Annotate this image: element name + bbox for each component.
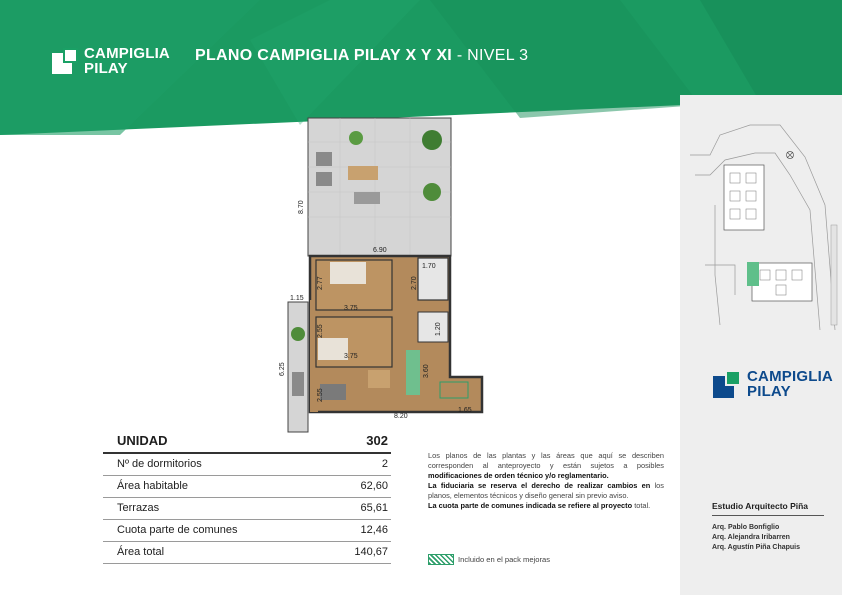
dim-bedroom1-width: 3.75 xyxy=(344,305,358,312)
note-bold: La fiduciaria se reserva el derecho de realizar cambios en xyxy=(428,481,651,491)
hatch-swatch-icon xyxy=(428,554,454,565)
unit-number: 302 xyxy=(366,433,388,448)
note-bold: La cuota parte de comunes indicada se refiere al proyecto xyxy=(428,501,633,511)
sidebar-brand-line-2: PILAY xyxy=(747,383,791,400)
note-text: Los planos de las plantas y las áreas que aquí se describen corresponden al anteproyecto y están sujetos a posibles xyxy=(428,451,664,471)
sidebar-brand-line-1: CAMPIGLIA xyxy=(747,368,833,385)
architects-list xyxy=(712,523,800,553)
row-value: 62,60 xyxy=(360,480,388,492)
table-row xyxy=(103,542,391,564)
disclaimer-notes xyxy=(428,451,664,512)
lounger-icon xyxy=(354,192,380,204)
dim-living-depth: 2.55 xyxy=(317,388,324,402)
row-label: Área habitable xyxy=(117,480,188,492)
laundry xyxy=(418,312,448,342)
row-value: 65,61 xyxy=(360,502,388,514)
plant-icon xyxy=(349,131,363,145)
dim-side-terrace: 1.15 xyxy=(290,295,304,302)
brand-logo xyxy=(52,46,170,76)
dim-side-terrace-height: 6.25 xyxy=(279,362,286,376)
brand-line-2: PILAY xyxy=(84,60,128,77)
bed-icon xyxy=(330,262,366,284)
legend xyxy=(428,554,550,565)
sidebar-brand-logo xyxy=(713,369,833,399)
note-text: total. xyxy=(634,501,651,511)
row-label: Terrazas xyxy=(117,502,160,514)
row-label: Área total xyxy=(117,546,165,558)
table-row xyxy=(103,520,391,542)
dim-bath-depth: 2.70 xyxy=(411,276,418,290)
dim-kitchen: 3.60 xyxy=(423,364,430,378)
architect-1: Arq. Pablo Bonfiglio xyxy=(712,524,780,531)
site-plan-map xyxy=(680,95,842,595)
dim-bedroom2-width: 3.75 xyxy=(344,353,358,360)
unit-table xyxy=(103,430,391,564)
sidebar-brand-logo-mark xyxy=(713,370,741,398)
site-plan-panel xyxy=(680,95,842,595)
dim-bath-width: 1.70 xyxy=(422,263,436,270)
dim-living-width: 8.20 xyxy=(394,413,408,420)
note-bold: modificaciones de orden técnico y/o reglamentario. xyxy=(428,471,609,481)
plant-icon xyxy=(291,327,305,341)
dim-laundry: 1.20 xyxy=(435,322,442,336)
floor-plan xyxy=(270,112,490,437)
dim-terrace-height: 8.70 xyxy=(298,200,305,214)
plant-icon xyxy=(422,130,442,150)
brand-line-1: CAMPIGLIA xyxy=(84,45,170,62)
row-label: Nº de dormitorios xyxy=(117,458,202,470)
brand-logo-mark xyxy=(52,48,78,74)
armchair-icon xyxy=(316,172,332,186)
dim-terrace-width: 6.90 xyxy=(373,247,387,254)
dim-bedroom2-depth: 2.55 xyxy=(317,324,324,338)
legend-label: Incluido en el pack mejoras xyxy=(458,555,551,564)
sidebar-brand-logo-text xyxy=(747,369,833,399)
row-label: Cuota parte de comunes xyxy=(117,524,238,536)
row-value: 2 xyxy=(381,458,388,470)
kitchen-improvement xyxy=(406,350,420,395)
table-icon xyxy=(348,166,378,180)
architect-3: Arq. Agustín Piña Chapuis xyxy=(712,544,801,551)
page-title-level: - NIVEL 3 xyxy=(456,47,529,64)
plant-icon xyxy=(423,183,441,201)
architect-2: Arq. Alejandra Iribarren xyxy=(712,534,790,541)
page-title-main: PLANO CAMPIGLIA PILAY X Y XI xyxy=(195,47,453,64)
dim-balcony: 1.65 xyxy=(458,407,472,414)
lounger-icon xyxy=(292,372,304,396)
armchair-icon xyxy=(316,152,332,166)
table-row xyxy=(103,498,391,520)
page-title xyxy=(195,47,528,65)
table-row xyxy=(103,454,391,476)
studio-name: Estudio Arquitecto Piña xyxy=(712,501,824,516)
row-value: 140,67 xyxy=(354,546,388,558)
unit-label: UNIDAD xyxy=(117,433,168,448)
brand-logo-text xyxy=(84,46,170,76)
side-terrace xyxy=(288,302,308,432)
dining-table-icon xyxy=(368,370,390,388)
row-value: 12,46 xyxy=(360,524,388,536)
dim-bedroom1-depth: 2.77 xyxy=(317,276,324,290)
note-text: los planos, elementos técnicos y diseño general sin previo aviso. xyxy=(428,481,664,501)
table-row xyxy=(103,476,391,498)
unit-table-header xyxy=(103,430,391,454)
